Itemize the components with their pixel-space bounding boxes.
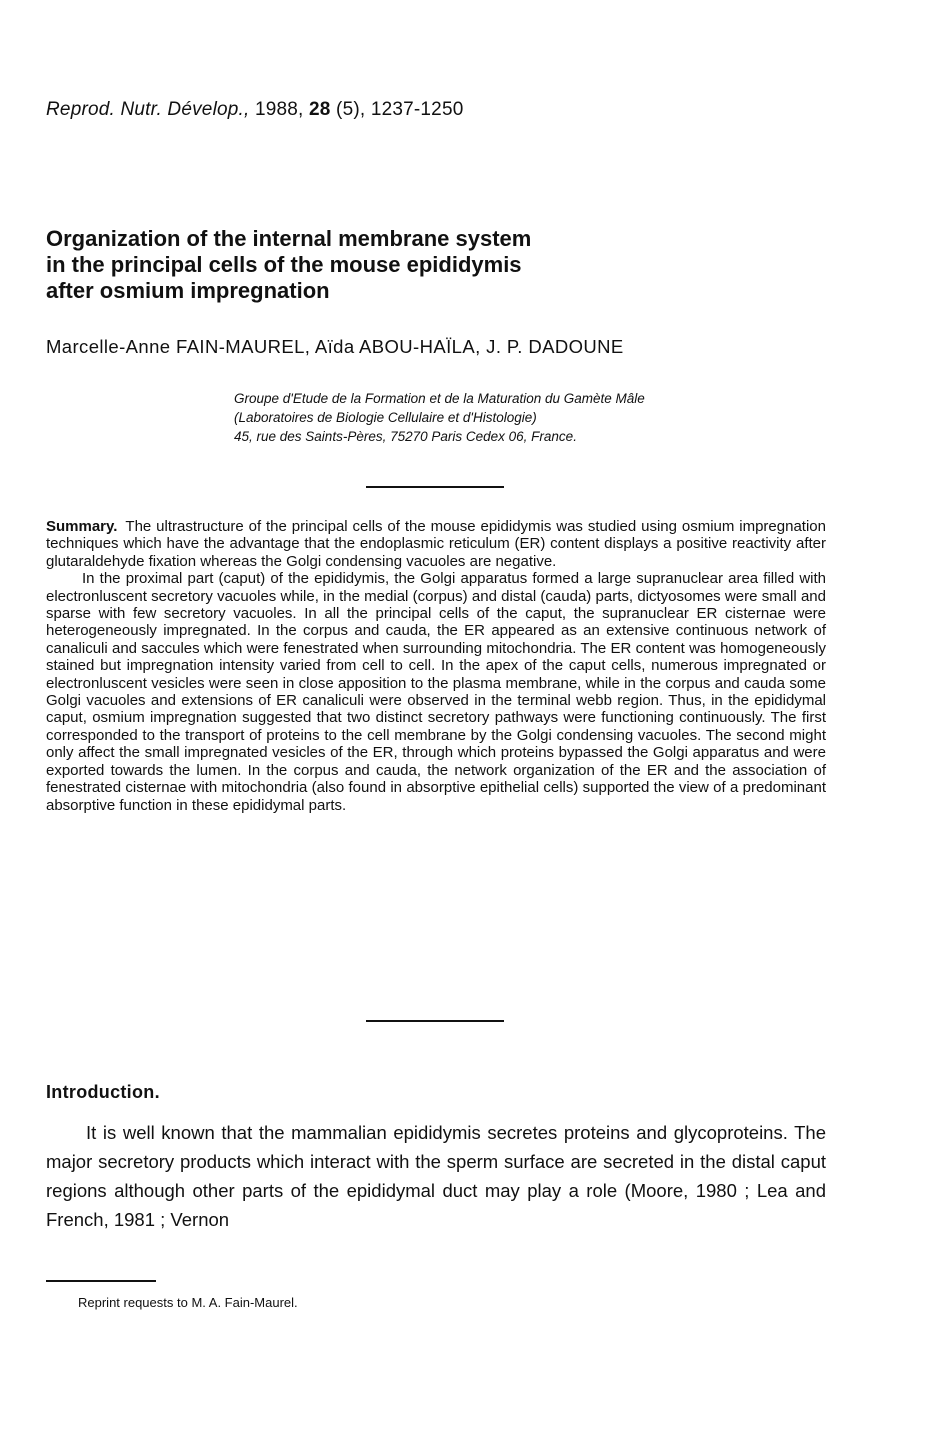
footnote: Reprint requests to M. A. Fain-Maurel. (78, 1295, 298, 1310)
summary-text: The ultrastructure of the principal cells of the mouse epididymis was studied using osmium impregnation techniques which have the advantage that the endoplasmic reticulum (ER) content displays a positive reactivity after glutaraldehyde fixation whereas the Golgi condensing vacuoles are negative. (46, 518, 826, 570)
section-heading: Introduction. (46, 1082, 160, 1102)
title-line: Organization of the internal membrane system (46, 226, 532, 251)
summary-paragraph (46, 518, 826, 570)
footnote-rule (46, 1280, 156, 1282)
journal-name: Reprod. Nutr. Dévelop., (46, 99, 250, 120)
citation-volume: 28 (309, 99, 331, 120)
summary-section (46, 518, 826, 814)
title-line: in the principal cells of the mouse epididymis (46, 252, 522, 277)
summary-label: Summary. (46, 518, 118, 535)
journal-citation (46, 99, 464, 121)
citation-year: 1988, (254, 99, 304, 120)
affiliation (234, 389, 645, 446)
affiliation-line: 45, rue des Saints-Pères, 75270 Paris Cedex 06, France. (234, 429, 577, 444)
body-paragraph: It is well known that the mammalian epididymis secretes proteins and glycoproteins. The major secretory products which interact with the sperm surface are secreted in the distal caput regions although other parts of the epididymal duct may play a role (Moore, 1980 ; Lea and French, 1981 ; Vernon (46, 1122, 826, 1230)
affiliation-line: (Laboratoires de Biologie Cellulaire et d'Histologie) (234, 410, 537, 425)
introduction-text (46, 1118, 826, 1234)
author-list: Marcelle-Anne FAIN-MAUREL, Aïda ABOU-HAÏLA, J. P. DADOUNE (46, 336, 624, 357)
title-line: after osmium impregnation (46, 278, 330, 303)
divider-rule (366, 1020, 504, 1022)
summary-paragraph: In the proximal part (caput) of the epididymis, the Golgi apparatus formed a large supranuclear area filled with electronluscent secretory vacuoles while, in the medial (corpus) and distal (cauda) parts, dictyosomes were small and sparse with few secretory vacuoles. In all the principal cells of the caput, the supranuclear ER cisternae were heterogeneously impregnated. In the corpus and cauda, the ER appeared as an extensive continuous network of canaliculi and saccules which were fenestrated when surrounding mitochondria. The ER content was homogeneously stained but impregnation intensity varied from cell to cell. In the apex of the caput cells, numerous impregnated or electronluscent vesicles were seen in close apposition to the plasma membrane, while in the corpus and cauda some Golgi vacuoles and extensions of ER canaliculi were observed in the terminal webb region. Thus, in the epididymal caput, osmium impregnation suggested that two distinct secretory pathways were functioning continuously. The first corresponded to the transport of proteins to the cell membrane by the Golgi condensing vacuoles. The second might only affect the small impregnated vesicles of the ER, through which proteins bypassed the Golgi apparatus and were exported towards the lumen. In the corpus and cauda, the network organization of the ER and the association of fenestrated cisternae with mitochondria (also found in absorptive epithelial cells) supported the view of a predominant absorptive function in these epididymal parts. (46, 570, 826, 814)
paper-title (46, 226, 806, 304)
citation-issue-pages: (5), 1237-1250 (336, 99, 464, 120)
divider-rule (366, 486, 504, 488)
affiliation-line: Groupe d'Etude de la Formation et de la Maturation du Gamète Mâle (234, 391, 645, 406)
